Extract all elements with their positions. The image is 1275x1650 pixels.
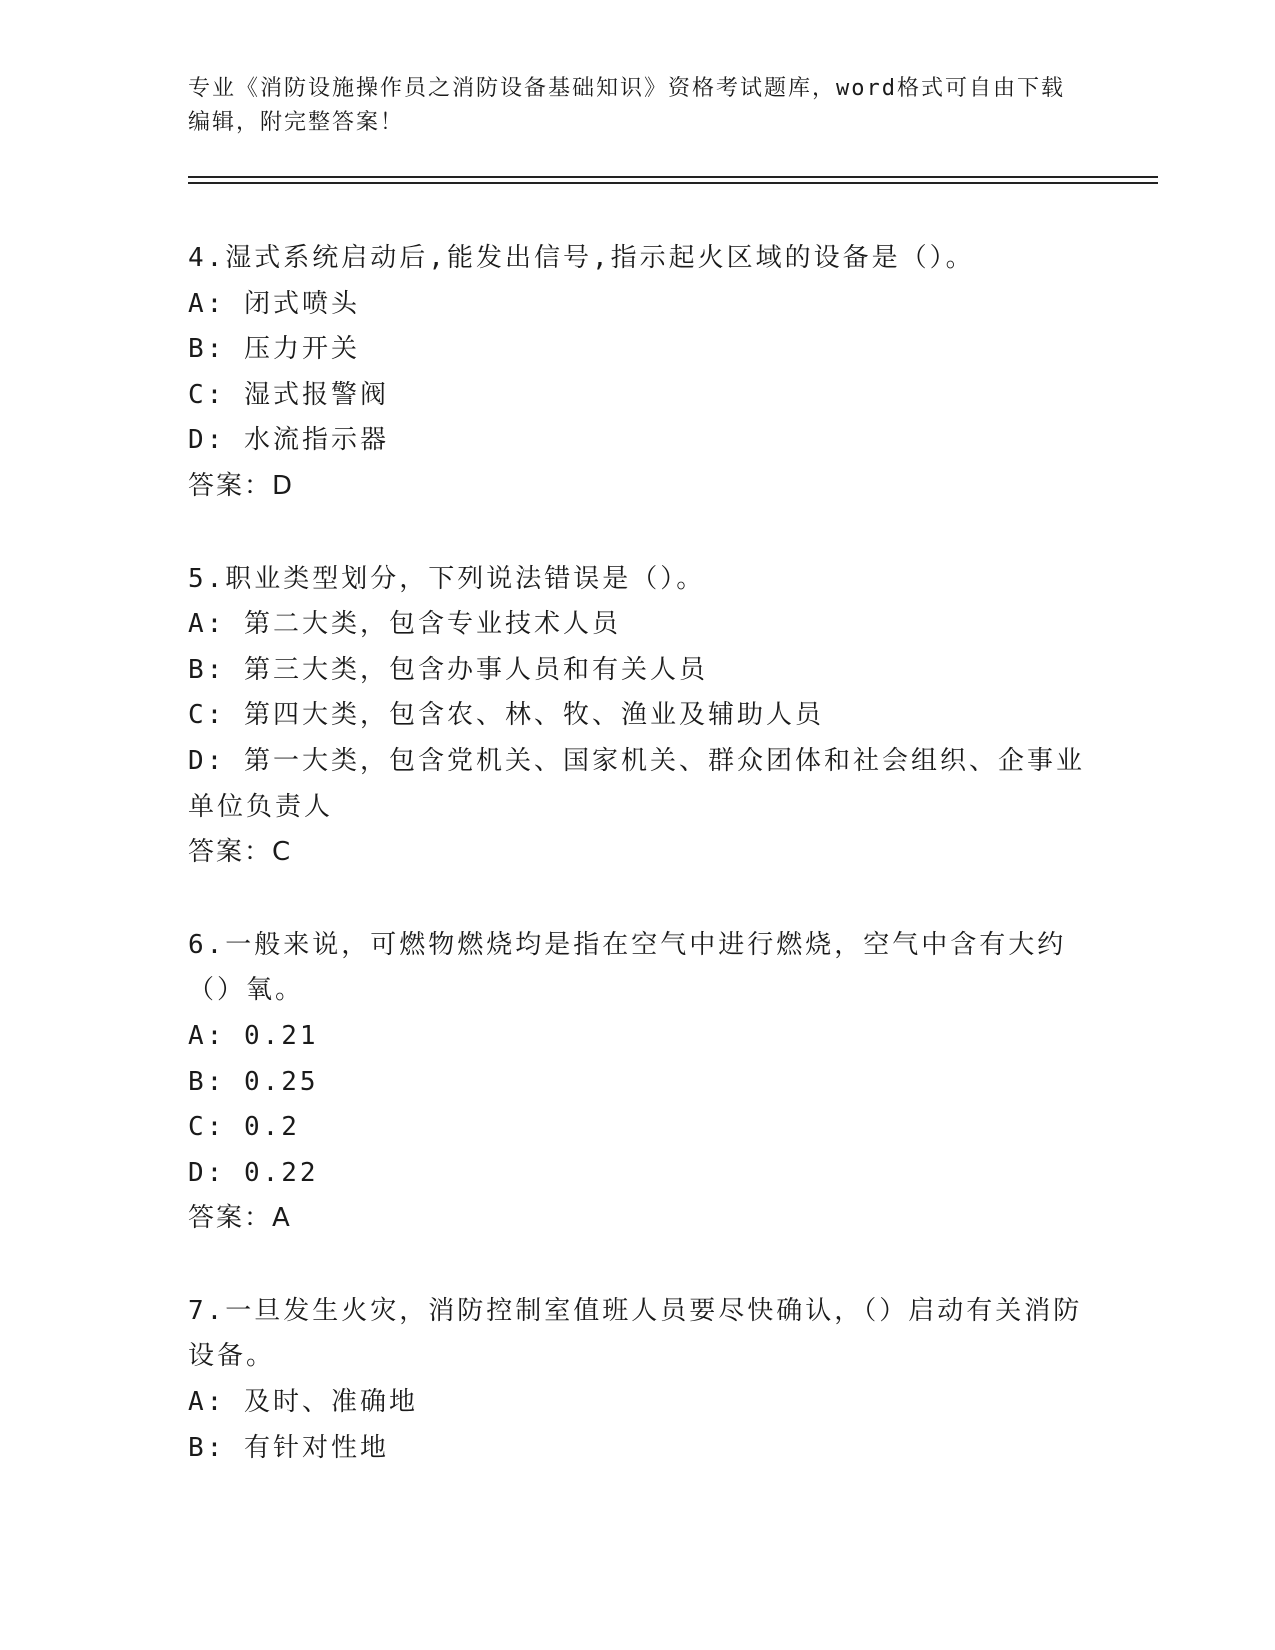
option-label: D: <box>188 745 226 776</box>
option-text: 湿式报警阀 <box>243 379 389 410</box>
option-label: B: <box>188 1066 226 1097</box>
header-divider <box>188 176 1158 178</box>
option-c <box>188 693 1088 739</box>
question-stem: 7.一旦发生火灾，消防控制室值班人员要尽快确认，（）启动有关消防设备。 <box>188 1295 1083 1372</box>
option-label: B: <box>188 1432 226 1463</box>
option-text: 0.2 <box>243 1112 300 1143</box>
option-label: B: <box>188 654 226 685</box>
option-a <box>188 1014 1088 1060</box>
option-text: 第四大类，包含农、林、牧、渔业及辅助人员 <box>243 700 824 731</box>
option-label: A: <box>188 1387 226 1418</box>
option-label: C: <box>188 379 226 410</box>
option-text: 闭式喷头 <box>243 288 360 319</box>
option-b <box>188 327 1088 373</box>
option-label: B: <box>188 334 226 365</box>
option-d <box>188 418 1088 464</box>
answer-line: 答案：D <box>188 470 295 501</box>
option-text: 水流指示器 <box>243 425 389 456</box>
option-label: A: <box>188 1020 226 1051</box>
option-a <box>188 1380 1088 1426</box>
option-label: D: <box>188 1157 226 1188</box>
option-d <box>188 739 1088 830</box>
question-stem: 6.一般来说，可燃物燃烧均是指在空气中进行燃烧，空气中含有大约（）氧。 <box>188 929 1067 1006</box>
option-b <box>188 1426 1088 1472</box>
option-text: 0.22 <box>243 1157 319 1188</box>
option-label: A: <box>188 288 226 319</box>
option-text: 压力开关 <box>243 334 360 365</box>
question-stem: 5.职业类型划分，下列说法错误是（）。 <box>188 563 706 594</box>
option-a <box>188 282 1088 328</box>
option-label: C: <box>188 700 226 731</box>
question-item <box>188 557 1088 876</box>
option-c <box>188 1105 1088 1151</box>
option-label: D: <box>188 425 226 456</box>
answer-line: 答案：C <box>188 837 293 868</box>
question-item <box>188 923 1088 1242</box>
option-label: C: <box>188 1112 226 1143</box>
option-text: 有针对性地 <box>243 1432 389 1463</box>
option-text: 0.25 <box>243 1066 319 1097</box>
option-b <box>188 1060 1088 1106</box>
option-text: 第二大类，包含专业技术人员 <box>243 609 621 640</box>
option-text: 第三大类，包含办事人员和有关人员 <box>243 654 708 685</box>
option-label: A: <box>188 609 226 640</box>
header-divider-secondary <box>188 182 1158 184</box>
option-text: 0.21 <box>243 1020 319 1051</box>
option-c <box>188 373 1088 419</box>
option-text: 及时、准确地 <box>243 1387 418 1418</box>
option-d <box>188 1151 1088 1197</box>
question-stem: 4.湿式系统启动后,能发出信号,指示起火区域的设备是（）。 <box>188 243 975 273</box>
question-item <box>188 236 1088 510</box>
question-item <box>188 1289 1088 1471</box>
answer-line: 答案：A <box>188 1203 292 1234</box>
option-a <box>188 602 1088 648</box>
option-b <box>188 648 1088 694</box>
document-header: 专业《消防设施操作员之消防设备基础知识》资格考试题库，word格式可自由下载编辑，附完整答案！ <box>188 76 1065 135</box>
question-list <box>188 236 1088 1518</box>
option-text: 第一大类，包含党机关、国家机关、群众团体和社会组织、企事业单位负责人 <box>188 745 1085 822</box>
